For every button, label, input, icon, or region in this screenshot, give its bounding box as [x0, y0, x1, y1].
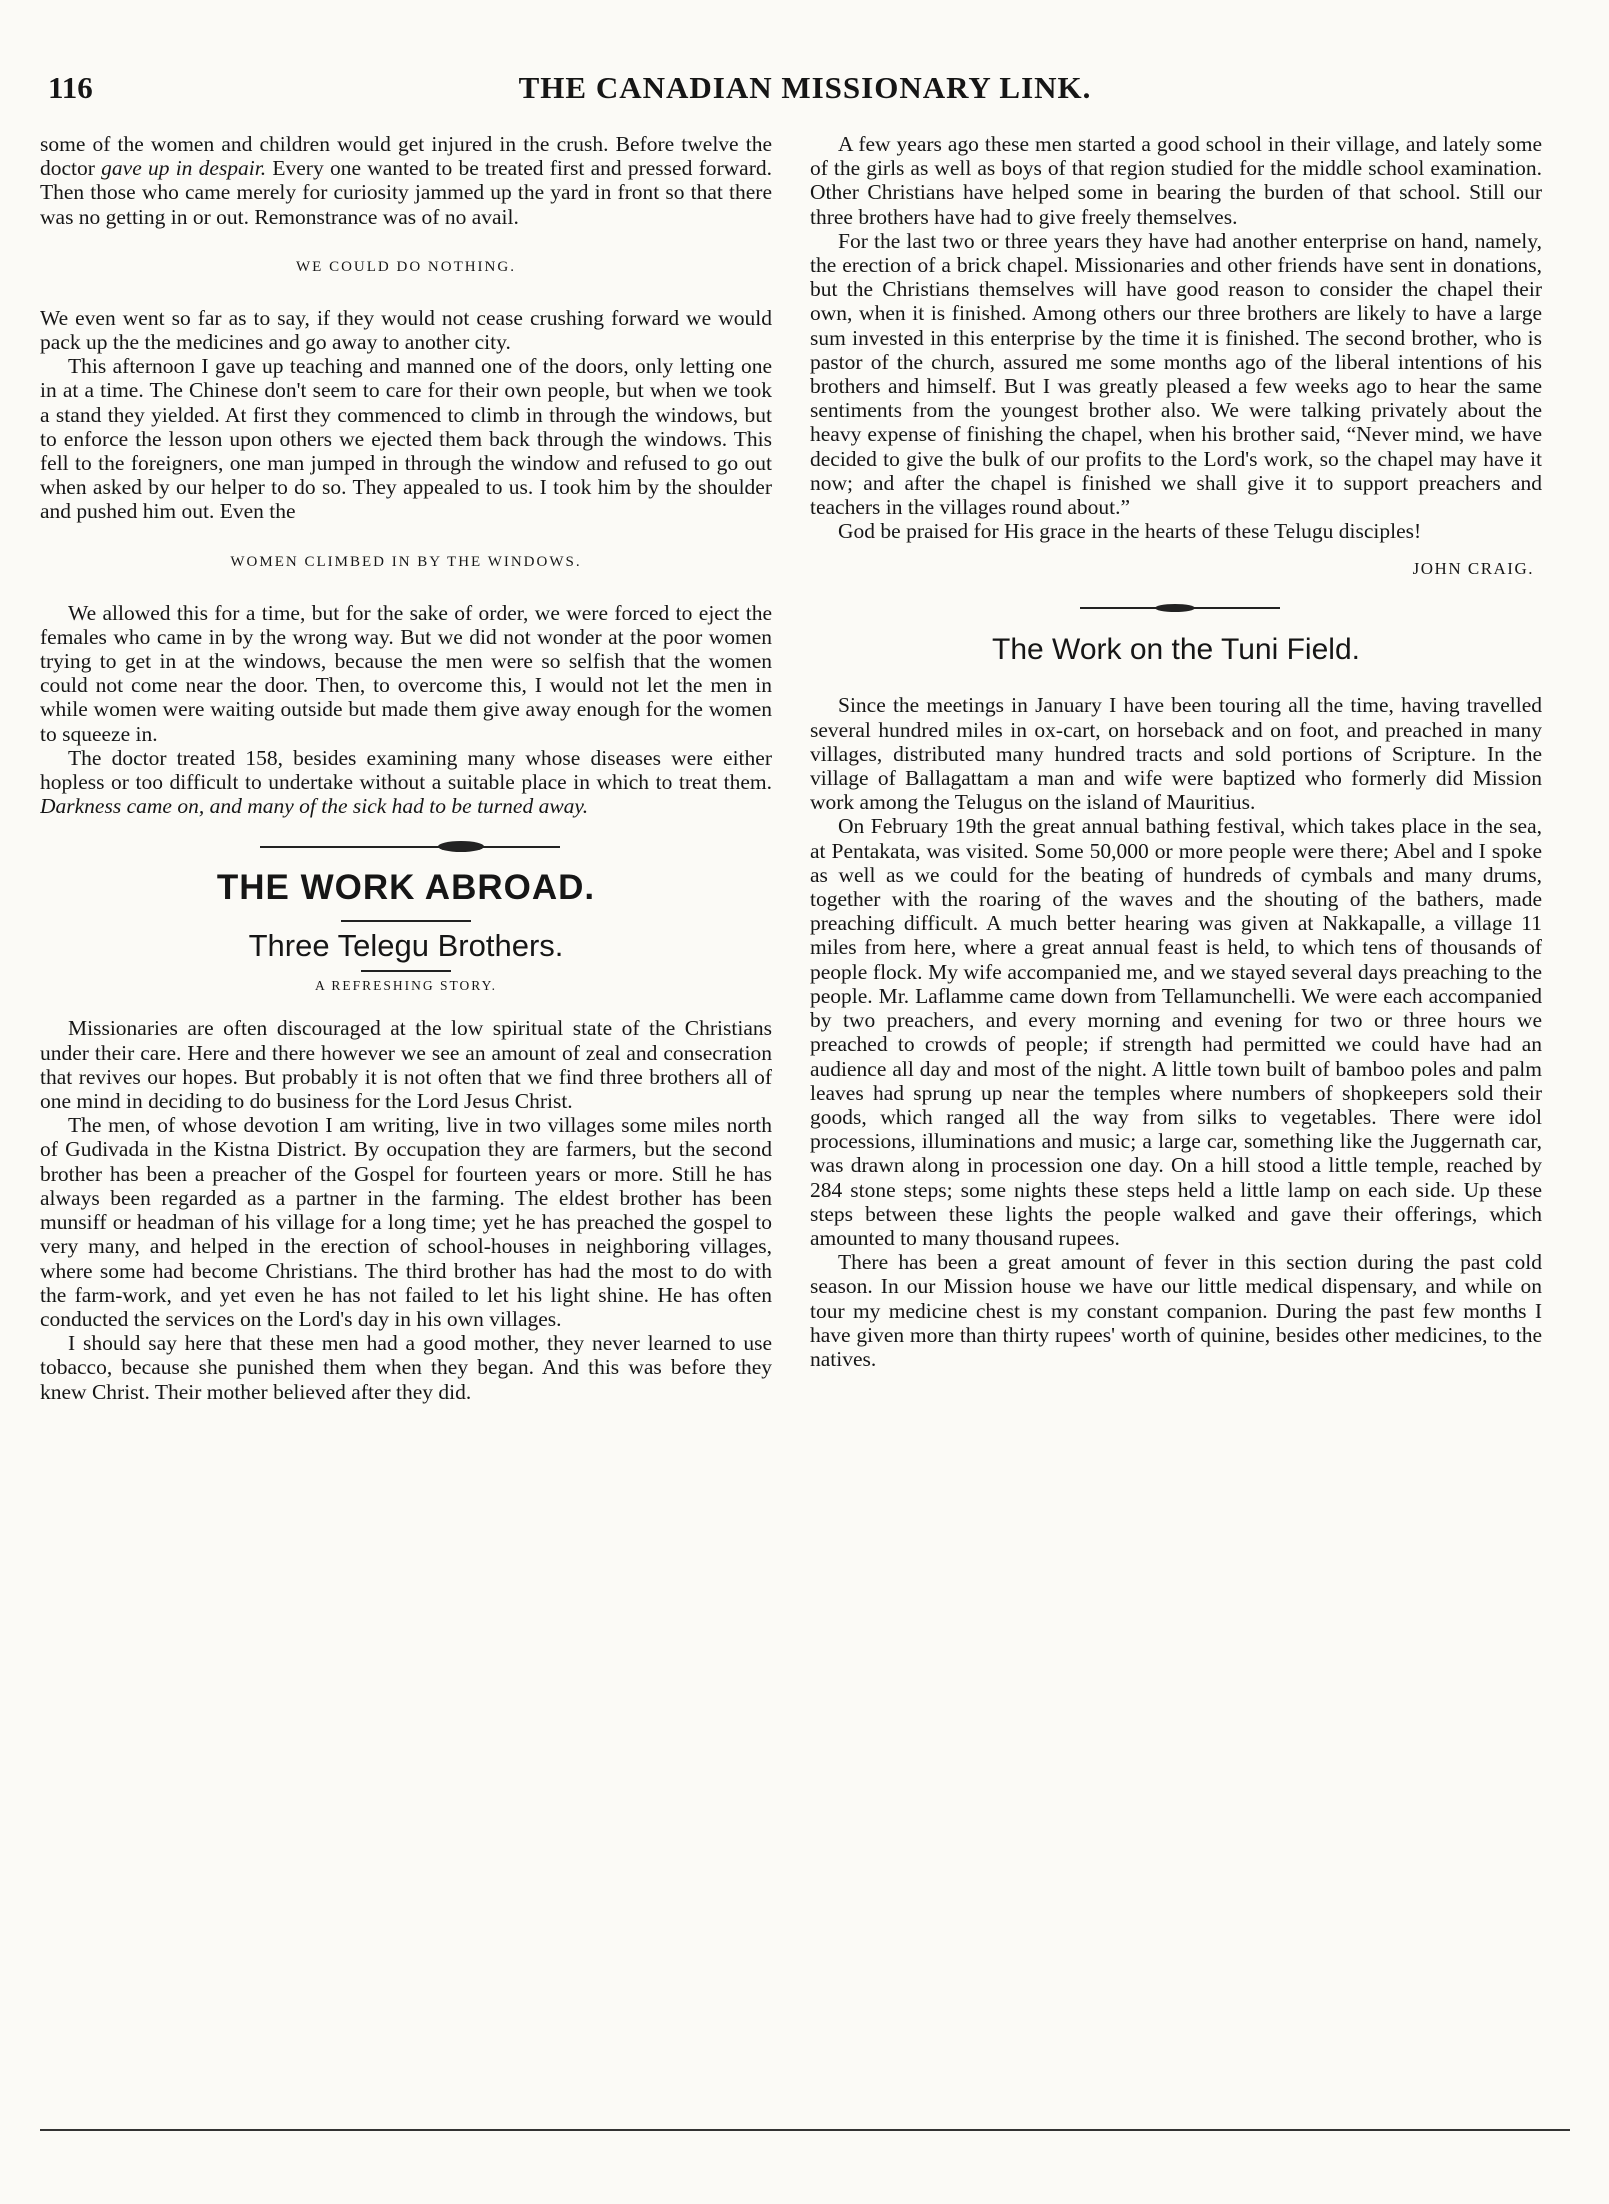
paragraph: A few years ago these men started a good school in their village, and lately some of the girls as well as boys of that region studied for the middle school examination. Other Christians have helped some in bearing the burden of that school. Still our three brothers have had to give freely themselves.: [810, 132, 1542, 229]
author-signature: JOHN CRAIG.: [1412, 559, 1534, 579]
right-column: [810, 132, 1542, 2132]
section-title: THE WORK ABROAD.: [216, 868, 596, 908]
paragraph: This afternoon I gave up teaching and manned one of the doors, only letting one in at a time. The Chinese don't seem to care for their own people, but when we took a stand they yielded. At first they commenced to climb in through the windows, but to enforce the lesson upon others we ejected them back through the windows. This fell to the foreigners, one man jumped in through the window and refused to go out when asked by our helper to do so. They appealed to us. I took him by the shoulder and pushed him out. Even the: [40, 354, 772, 524]
paragraph: The doctor treated 158, besides examining many whose diseases were either hopless or too difficult to undertake without a suitable place in which to treat them. Darkness came on, and many of the sick had to be turned away.: [40, 745, 772, 819]
small-caps-heading: WOMEN CLIMBED IN BY THE WINDOWS.: [230, 553, 582, 570]
paragraph: We even went so far as to say, if they would not cease crushing forward we would pack up the the medicines and go away to another city.: [40, 305, 772, 355]
article-subtitle: A REFRESHING STORY.: [315, 978, 497, 994]
small-caps-heading: WE COULD DO NOTHING.: [296, 258, 516, 275]
page-header: [40, 70, 1570, 114]
paragraph: God be praised for His grace in the hearts of these Telugu disciples!: [838, 519, 1422, 544]
footer-rule: [40, 2129, 1570, 2131]
divider: [341, 920, 471, 922]
divider: [361, 970, 451, 972]
article-title: The Work on the Tuni Field.: [992, 633, 1360, 667]
paragraph: Since the meetings in January I have been touring all the time, having travelled several hundred miles in ox-cart, on horseback and on foot, and preached in many villages, distributed many hundred tracts and sold portions of Scripture. In the village of Ballagattam a man and wife were baptized who formerly did Mission work among the Telugus on the island of Mauritius.: [810, 693, 1542, 815]
running-title: THE CANADIAN MISSIONARY LINK.: [518, 70, 1092, 105]
page-number: 116: [48, 70, 93, 105]
paragraph: There has been a great amount of fever in this section during the past cold season. In our Mission house we have our little medical dispensary, and while on tour my medicine chest is my constant companion. During the past few months I have given more than thirty rupees' worth of quinine, besides other medicines, to the natives.: [810, 1250, 1542, 1371]
paragraph: Missionaries are often discouraged at the low spiritual state of the Christians under their care. Here and there however we see an amount of zeal and consecration that revives our hopes. But probably it is not often that we find three brothers all of one mind in deciding to do business for the Lord Jesus Christ.: [40, 1016, 772, 1114]
paragraph: On February 19th the great annual bathing festival, which takes place in the sea, at Pentakata, was visited. Some 50,000 or more people were there; Abel and I spoke as well as we could for the beating of hundreds of cymbals and many drums, together with the roaring of the waves and the shouting of the bathers, made preaching difficult. A much better hearing was given at Nakkapalle, a village 11 miles from here, where a great annual feast is held, to which tens of thousands of people flock. My wife accompanied me, and we stayed several days preaching to the people. Mr. Laflamme came down from Tellamunchelli. We were each accompanied by two preachers, and every morning and evening for two or three hours we preached to crowds of people; if strength had permitted we could have had an audience all day and most of the night. A little town built of bamboo poles and palm leaves had sprung up near the temples where numbers of shopkeepers sold their goods, which ranged all the way from silks to vegetables. There were idol processions, illuminations and music; a large car, something like the Juggernath car, was drawn along in procession one day. On a hill stood a little temple, reached by 284 stone steps; some nights these steps held a little lamp on each side. Up these steps between these lights the people walked and gave their offerings, which amounted to many thousand rupees.: [810, 814, 1542, 1250]
paragraph: For the last two or three years they have had another enterprise on hand, namely, the erection of a brick chapel. Missionaries and other friends have sent in donations, but the Christians themselves will have good reason to consider the chapel their own, when it is finished. Among others our three brothers are likely to have a large sum invested in this enterprise by the time it is finished. The second brother, who is pastor of the church, assured me some months ago of the liberal intentions of his brothers and himself. But I was greatly pleased a few weeks ago to hear the same sentiments from the youngest brother also. We were talking privately about the heavy expense of finishing the chapel, when his brother said, “Never mind, we have decided to give the bulk of our profits to the Lord's work, so the chapel may have it now; and after the chapel is finished we shall give it to support preachers and teachers in the villages round about.”: [810, 228, 1542, 520]
paragraph: some of the women and children would get injured in the crush. Before twelve the doctor gave up in despair. Every one wanted to be treated first and pressed forward. Then those who came merely for curiosity jammed up the yard in front so that there was no getting in or out. Remonstrance was of no avail.: [40, 132, 772, 229]
article-title: Three Telegu Brothers.: [248, 928, 564, 964]
left-column: [40, 132, 772, 2132]
ornamental-rule: [810, 597, 1542, 619]
paragraph: I should say here that these men had a good mother, they never learned to use tobacco, because she punished them when they began. And this was before they knew Christ. Their mother believed after they did.: [40, 1331, 772, 1404]
paragraph: We allowed this for a time, but for the sake of order, we were forced to eject the females who came in by the wrong way. But we did not wonder at the poor women trying to get in at the windows, because the men were so selfish that the women could not come near the door. Then, to overcome this, I would not let the men in while women were waiting outside but made them give away enough for the women to squeeze in.: [40, 600, 772, 746]
paragraph: The men, of whose devotion I am writing, live in two villages some miles north of Gudivada in the Kistna District. By occupation they are farmers, but the second brother has been a preacher of the Gospel for fourteen years or more. Still he has always been regarded as a partner in the farming. The eldest brother has been munsiff or headman of his village for a long time; yet he has preached the gospel to very many, and helped in the erection of school-houses in neighboring villages, where some had become Christians. The third brother has had the most to do with the farm-work, and yet even he has not failed to let his light shine. He has often conducted the services on the Lord's day in his own villages.: [40, 1113, 772, 1331]
ornamental-rule: [40, 836, 772, 858]
